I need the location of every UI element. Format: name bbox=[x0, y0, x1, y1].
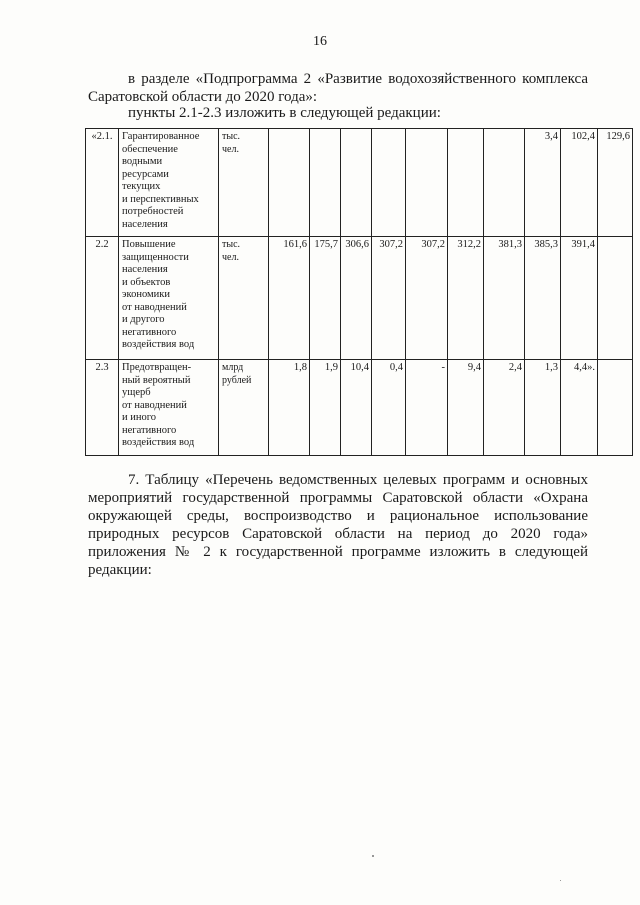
value-cell bbox=[310, 129, 341, 237]
value-cell bbox=[598, 360, 633, 456]
table-row bbox=[86, 129, 633, 237]
value-cell bbox=[598, 237, 633, 360]
value-cell: 1,3 bbox=[525, 360, 561, 456]
value-cell bbox=[484, 129, 525, 237]
value-cell: 0,4 bbox=[372, 360, 406, 456]
value-cell: 3,4 bbox=[525, 129, 561, 237]
page-number: 16 bbox=[313, 34, 327, 49]
value-cell: 2,4 bbox=[484, 360, 525, 456]
value-cell bbox=[341, 129, 372, 237]
indicator-name: Гарантированное обеспечение водными ресурсами текущих и перспективных потребностей населения bbox=[119, 129, 219, 237]
row-number: 2.2 bbox=[86, 237, 119, 360]
value-cell bbox=[448, 129, 484, 237]
value-cell bbox=[406, 129, 448, 237]
value-cell: 1,8 bbox=[269, 360, 310, 456]
value-cell: - bbox=[406, 360, 448, 456]
table-row bbox=[86, 237, 633, 360]
indicator-name: Повышение защищенности населения и объектов экономики от наводнений и другого негативного воздействия вод bbox=[119, 237, 219, 360]
value-cell: 391,4 bbox=[561, 237, 598, 360]
value-cell: 312,2 bbox=[448, 237, 484, 360]
value-cell: 102,4 bbox=[561, 129, 598, 237]
value-cell: 161,6 bbox=[269, 237, 310, 360]
indicator-name: Предотвращен- ный вероятный ущерб от наводнений и иного негативного воздействия вод bbox=[119, 360, 219, 456]
scan-speck bbox=[560, 880, 561, 881]
value-cell: 307,2 bbox=[406, 237, 448, 360]
unit-cell: млрд рублей bbox=[219, 360, 269, 456]
value-cell: 385,3 bbox=[525, 237, 561, 360]
value-cell: 4,4». bbox=[561, 360, 598, 456]
scan-speck bbox=[372, 855, 374, 857]
value-cell bbox=[269, 129, 310, 237]
value-cell: 129,6 bbox=[598, 129, 633, 237]
value-cell: 307,2 bbox=[372, 237, 406, 360]
row-number: 2.3 bbox=[86, 360, 119, 456]
value-cell: 1,9 bbox=[310, 360, 341, 456]
value-cell bbox=[372, 129, 406, 237]
table-row bbox=[86, 360, 633, 456]
row-number: «2.1. bbox=[86, 129, 119, 237]
unit-cell: тыс. чел. bbox=[219, 237, 269, 360]
value-cell: 10,4 bbox=[341, 360, 372, 456]
intro-instruction: пункты 2.1-2.3 изложить в следующей редакции: bbox=[128, 105, 441, 121]
value-cell: 381,3 bbox=[484, 237, 525, 360]
paragraph-7: 7. Таблицу «Перечень ведомственных целевых программ и основных мероприятий государственной программы Саратовской области «Охрана окружающей среды, воспроизводство и рациональное использование природных ресурсов Саратовской области на период до 2020 года» приложения № 2 к государственной программе изложить в следующей редакции: bbox=[88, 472, 588, 578]
intro-paragraph: в разделе «Подпрограмма 2 «Развитие водохозяйственного комплекса Саратовской области до 2020 года»: bbox=[88, 71, 588, 105]
value-cell: 9,4 bbox=[448, 360, 484, 456]
unit-cell: тыс. чел. bbox=[219, 129, 269, 237]
indicators-table bbox=[85, 128, 633, 456]
value-cell: 306,6 bbox=[341, 237, 372, 360]
value-cell: 175,7 bbox=[310, 237, 341, 360]
